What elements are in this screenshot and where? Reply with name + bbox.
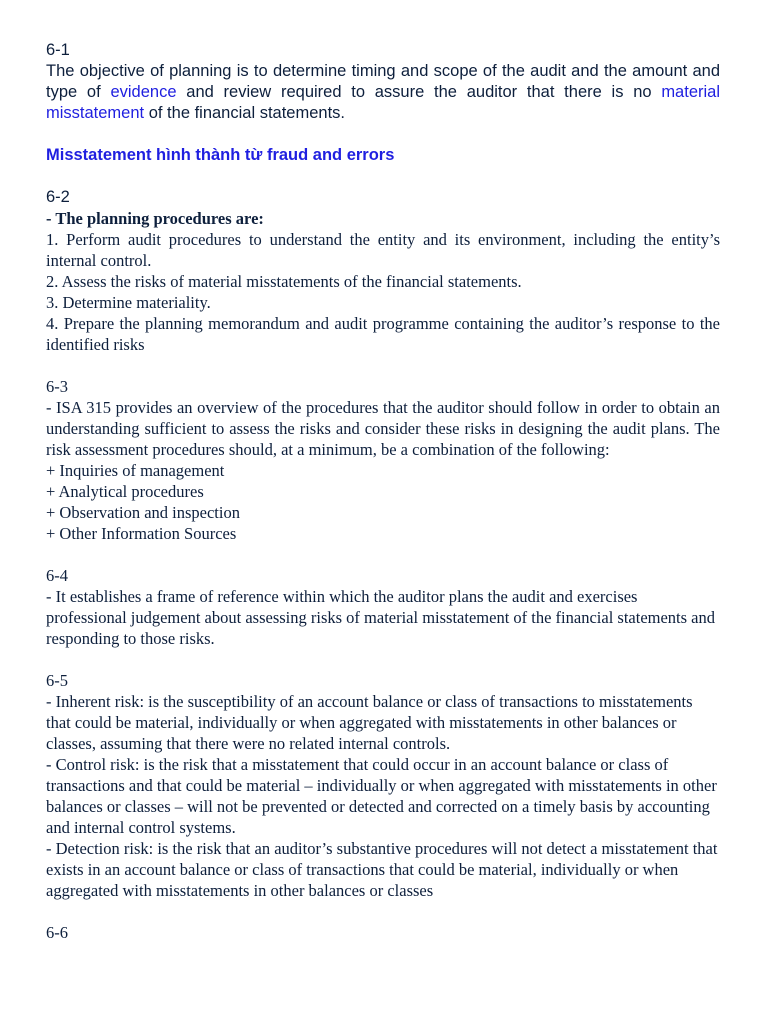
control-risk-paragraph: - Control risk: is the risk that a misstatement that could occur in an account balance or class of transactions and that could be material – individually or when aggregated with misstatements in other balances or classes – will not be prevented or detected and corrected on a timely basis by accounting and internal control systems.: [46, 755, 717, 837]
list-item: + Observation and inspection: [46, 503, 240, 522]
highlight-material-misstatement: material misstatement: [46, 83, 720, 122]
objective-text-b: and review required to assure the auditor that there is no: [176, 83, 662, 101]
highlight-evidence: evidence: [110, 83, 177, 101]
inherent-risk-paragraph: - Inherent risk: is the susceptibility of an account balance or class of transactions to misstatements that could be material, individually or when aggregated with misstatements in other balances or classes, assuming that there were no related internal controls.: [46, 692, 693, 753]
objective-text-a: The objective of planning is to determine timing and scope of the audit and the amount and type of: [46, 62, 720, 101]
document-page: [46, 40, 720, 943]
misstatement-note: Misstatement hình thành từ fraud and errors: [46, 146, 395, 164]
isa-315-paragraph: - ISA 315 provides an overview of the procedures that the auditor should follow in order to obtain an understanding sufficient to assess the risks and consider these risks in designing the audit plans. The risk assessment procedures should, at a minimum, be a combination of the following:: [46, 398, 720, 459]
list-item: 4. Prepare the planning memorandum and audit programme containing the auditor’s response to the identified risks: [46, 314, 720, 354]
list-item: + Analytical procedures: [46, 482, 204, 501]
frame-of-reference-paragraph: - It establishes a frame of reference within which the auditor plans the audit and exercises professional judgement about assessing risks of material misstatement of the financial statements and responding to those risks.: [46, 587, 715, 648]
section-heading-6-3: 6-3: [46, 377, 68, 396]
section-heading-6-2: 6-2: [46, 188, 70, 206]
planning-intro: - The planning procedures are:: [46, 209, 264, 228]
list-item: 2. Assess the risks of material misstatements of the financial statements.: [46, 272, 522, 291]
objective-paragraph: [46, 61, 720, 124]
list-item: + Other Information Sources: [46, 524, 237, 543]
list-item: + Inquiries of management: [46, 461, 225, 480]
section-heading-6-4: 6-4: [46, 566, 68, 585]
detection-risk-paragraph: - Detection risk: is the risk that an auditor’s substantive procedures will not detect a misstatement that exists in an account balance or class of transactions that could be material, individually or when aggregated with misstatements in other balances or classes: [46, 839, 718, 900]
list-item: 3. Determine materiality.: [46, 293, 211, 312]
section-heading-6-5: 6-5: [46, 671, 68, 690]
list-item: 1. Perform audit procedures to understand the entity and its environment, including the entity’s internal control.: [46, 230, 720, 270]
section-heading-6-6: 6-6: [46, 923, 68, 942]
section-heading-6-1: 6-1: [46, 41, 70, 59]
objective-text-c: of the financial statements.: [144, 104, 345, 122]
